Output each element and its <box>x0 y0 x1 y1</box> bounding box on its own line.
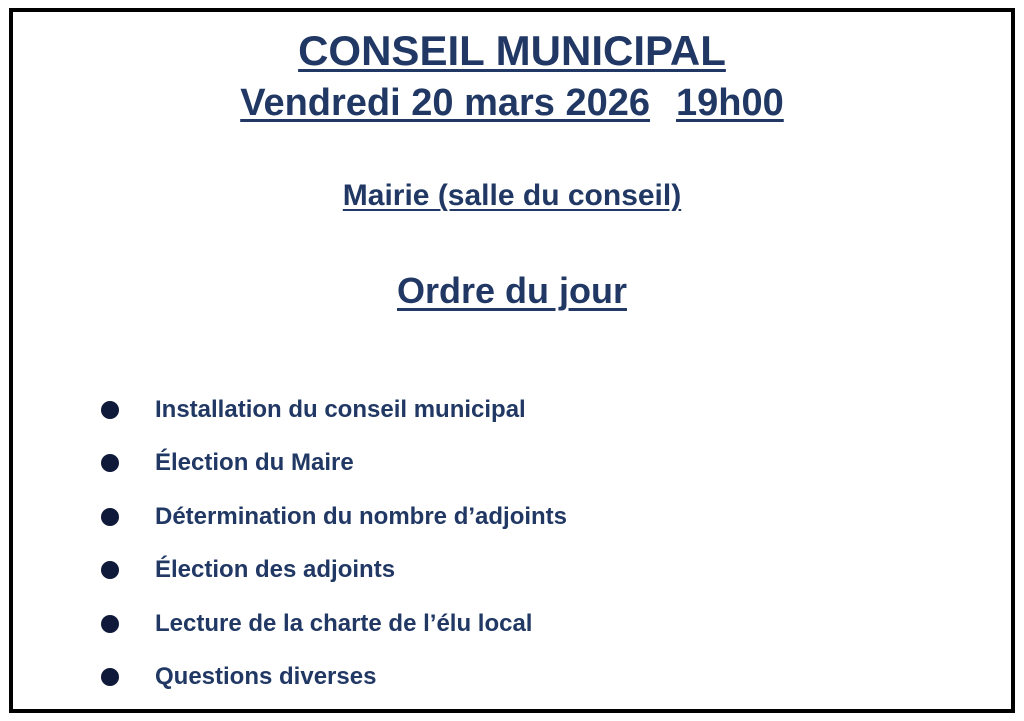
agenda-item <box>13 445 1011 498</box>
agenda-item <box>13 499 1011 552</box>
agenda-item <box>13 552 1011 605</box>
bullet-icon <box>101 401 119 419</box>
agenda-item-label: Élection du Maire <box>155 449 354 477</box>
agenda-title: Ordre du jour <box>396 270 627 311</box>
agenda-item-label: Questions diverses <box>155 662 377 690</box>
bullet-icon <box>101 561 119 579</box>
meeting-time: 19h00 <box>676 82 784 124</box>
bullet-icon <box>101 508 119 526</box>
notice-title: CONSEIL MUNICIPAL <box>298 27 726 74</box>
agenda-item <box>13 659 1011 712</box>
agenda-item <box>13 606 1011 659</box>
bullet-icon <box>101 454 119 472</box>
agenda-item-label: Détermination du nombre d’adjoints <box>155 502 568 530</box>
meeting-location: Mairie (salle du conseil) <box>342 179 682 212</box>
agenda-item-label: Élection des adjoints <box>155 556 396 584</box>
bullet-icon <box>101 615 119 633</box>
bullet-icon <box>101 668 119 686</box>
agenda-item-label: Lecture de la charte de l’élu local <box>155 609 533 637</box>
agenda-item <box>13 392 1011 445</box>
notice-frame <box>9 8 1015 713</box>
agenda-list <box>13 392 1011 712</box>
agenda-item-label: Installation du conseil municipal <box>155 396 526 423</box>
meeting-datetime <box>13 81 1011 125</box>
meeting-date: Vendredi 20 mars 2026 <box>240 82 651 124</box>
